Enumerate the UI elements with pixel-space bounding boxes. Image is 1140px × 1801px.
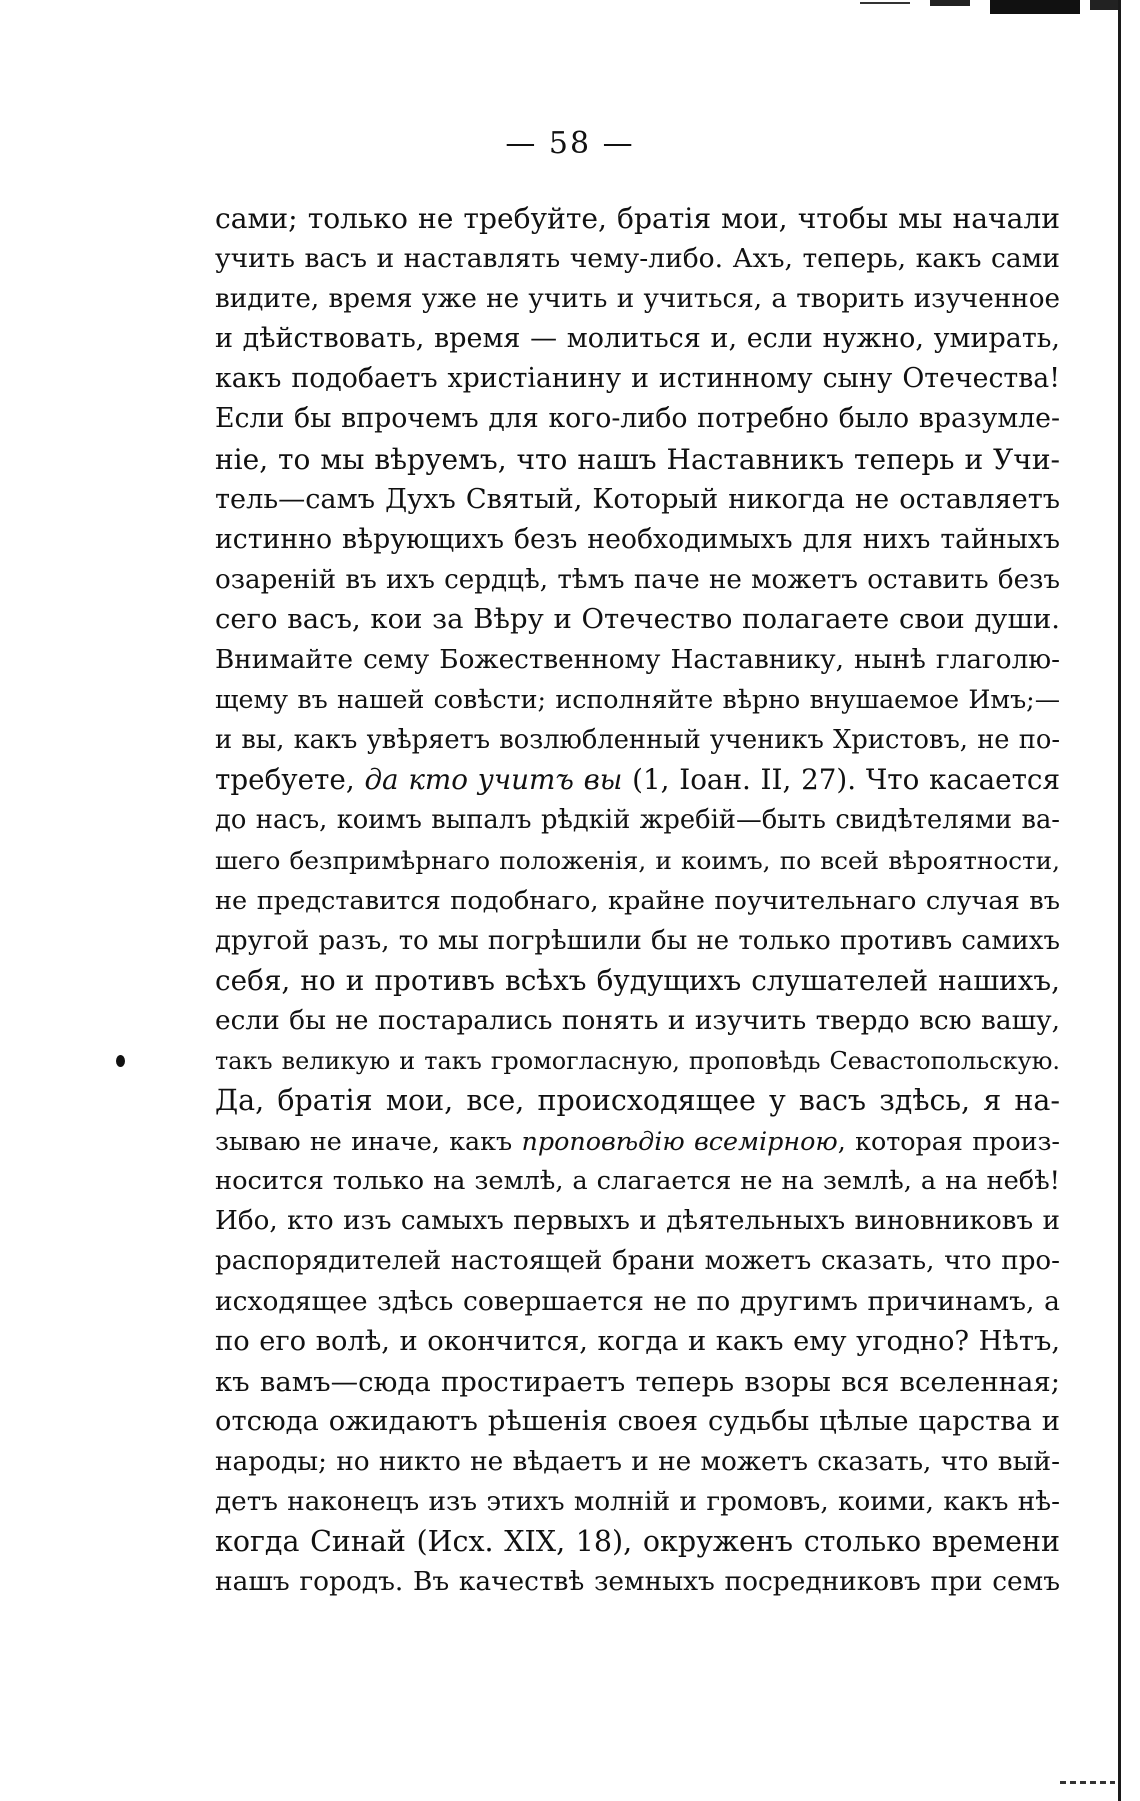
scan-edge-bottom xyxy=(1060,1781,1115,1784)
line-text: не представится подобнаго, крайне поучительнаго случая въ xyxy=(215,885,1060,916)
text-line xyxy=(215,720,1060,760)
line-text: , которая произ- xyxy=(837,1126,1060,1157)
text-line xyxy=(215,640,1060,680)
line-text: (1, Іоан. II, 27). Что касается xyxy=(622,763,1060,797)
line-text: озареній въ ихъ сердцѣ, тѣмъ паче не можетъ оставить безъ xyxy=(215,564,1060,595)
text-line xyxy=(215,560,1060,600)
text-line xyxy=(215,1322,1060,1362)
text-line xyxy=(215,921,1060,961)
text-line xyxy=(215,1482,1060,1522)
line-text: къ вамъ—сюда простираетъ теперь взоры вся вселенная; xyxy=(215,1365,1060,1398)
text-line xyxy=(215,319,1060,359)
text-line xyxy=(215,1041,1060,1081)
text-line xyxy=(215,1081,1060,1121)
emphasis-text: да кто учитъ вы xyxy=(364,763,623,797)
line-text: ніе, то мы вѣруемъ, что нашъ Наставникъ теперь и Учи- xyxy=(215,442,1060,476)
line-text: когда Синай (Исх. XIX, 18), окруженъ столько времени xyxy=(215,1525,1060,1559)
line-text: по его волѣ, и окончится, когда и какъ ему угодно? Нѣтъ, xyxy=(215,1325,1060,1357)
line-text: детъ наконецъ изъ этихъ молній и громовъ, коими, какъ нѣ- xyxy=(215,1487,1060,1517)
text-line xyxy=(215,1001,1060,1041)
text-line xyxy=(215,520,1060,560)
text-line xyxy=(215,1402,1060,1442)
text-line xyxy=(215,1121,1060,1161)
text-line xyxy=(215,1442,1060,1482)
text-line xyxy=(215,279,1060,319)
line-text: какъ подобаетъ христіанину и истинному сыну Отечества! xyxy=(215,363,1060,395)
line-text: нашъ городъ. Въ качествѣ земныхъ посредниковъ при семъ xyxy=(215,1566,1060,1598)
line-text: учить васъ и наставлять чему-либо. Ахъ, теперь, какъ сами xyxy=(215,243,1060,275)
line-text: себя, но и противъ всѣхъ будущихъ слушателей нашихъ, xyxy=(215,963,1060,997)
line-text: Внимайте сему Божественному Наставнику, нынѣ глаголю- xyxy=(215,645,1060,676)
scan-edge-top xyxy=(860,0,1120,18)
text-line xyxy=(215,841,1060,881)
line-text: носится только на землѣ, а слагается не на землѣ, а на небѣ! xyxy=(215,1166,1060,1197)
text-line xyxy=(215,1522,1060,1562)
scan-edge-right xyxy=(1118,0,1121,1801)
line-text: исходящее здѣсь совершается не по другимъ причинамъ, а xyxy=(215,1285,1060,1317)
line-text: другой разъ, то мы погрѣшили бы не только противъ самихъ xyxy=(215,925,1060,956)
text-line xyxy=(215,1201,1060,1241)
line-text: сего васъ, кои за Вѣру и Отечество полагаете свои души. xyxy=(215,603,1060,635)
text-line xyxy=(215,399,1060,439)
line-text: Да, братія мои, все, происходящее у васъ здѣсь, я на- xyxy=(215,1084,1060,1118)
line-text: сами; только не требуйте, братія мои, чтобы мы начали xyxy=(215,202,1060,235)
page-number: — 58 — xyxy=(505,126,635,161)
line-text: и дѣйствовать, время — молиться и, если нужно, умирать, xyxy=(215,323,1060,355)
text-line xyxy=(215,760,1060,800)
line-text: и вы, какъ увѣряетъ возлюбленный ученикъ Христовъ, не по- xyxy=(215,725,1060,756)
line-text: отсюда ожидаютъ рѣшенія своея судьбы цѣлые царства и xyxy=(215,1405,1060,1437)
ink-blot-mark xyxy=(116,1055,125,1067)
text-line xyxy=(215,480,1060,520)
line-text: распорядителей настоящей брани можетъ сказать, что про- xyxy=(215,1246,1060,1277)
text-line xyxy=(215,1282,1060,1322)
text-line xyxy=(215,1161,1060,1201)
line-text: требуете, xyxy=(215,763,365,797)
text-line xyxy=(215,359,1060,399)
text-line xyxy=(215,881,1060,921)
text-line xyxy=(215,239,1060,279)
line-text: Ибо, кто изъ самыхъ первыхъ и дѣятельныхъ виновниковъ и xyxy=(215,1206,1060,1237)
line-text: тель—самъ Духъ Святый, Который никогда не оставляетъ xyxy=(215,483,1060,515)
text-line xyxy=(215,440,1060,480)
line-text: до насъ, коимъ выпалъ рѣдкій жребій—быть свидѣтелями ва- xyxy=(215,805,1060,836)
line-text: Если бы впрочемъ для кого-либо потребно было вразумле- xyxy=(215,403,1060,435)
line-text: шего безпримѣрнаго положенія, и коимъ, по всей вѣроятности, xyxy=(215,845,1060,875)
text-line xyxy=(215,1362,1060,1402)
text-line xyxy=(215,1562,1060,1602)
text-line xyxy=(215,961,1060,1001)
line-text: видите, время уже не учить и учиться, а творить изученное xyxy=(215,284,1060,315)
line-text: если бы не постарались понять и изучить твердо всю вашу, xyxy=(215,1005,1060,1036)
page-body-text xyxy=(215,199,1060,1602)
text-line xyxy=(215,800,1060,840)
line-text: народы; но никто не вѣдаетъ и не можетъ сказать, что вый- xyxy=(215,1446,1060,1477)
emphasis-text: проповѣдію всемірною xyxy=(521,1126,838,1157)
line-text: истинно вѣрующихъ безъ необходимыхъ для нихъ тайныхъ xyxy=(215,523,1060,555)
text-line xyxy=(215,199,1060,239)
line-text: такъ великую и такъ громогласную, проповѣдь Севастопольскую. xyxy=(215,1046,1060,1075)
text-line xyxy=(215,1241,1060,1281)
text-line xyxy=(215,600,1060,640)
line-text: щему въ нашей совѣсти; исполняйте вѣрно внушаемое Имъ;— xyxy=(215,685,1060,715)
line-text: зываю не иначе, какъ xyxy=(215,1126,522,1157)
text-line xyxy=(215,680,1060,720)
